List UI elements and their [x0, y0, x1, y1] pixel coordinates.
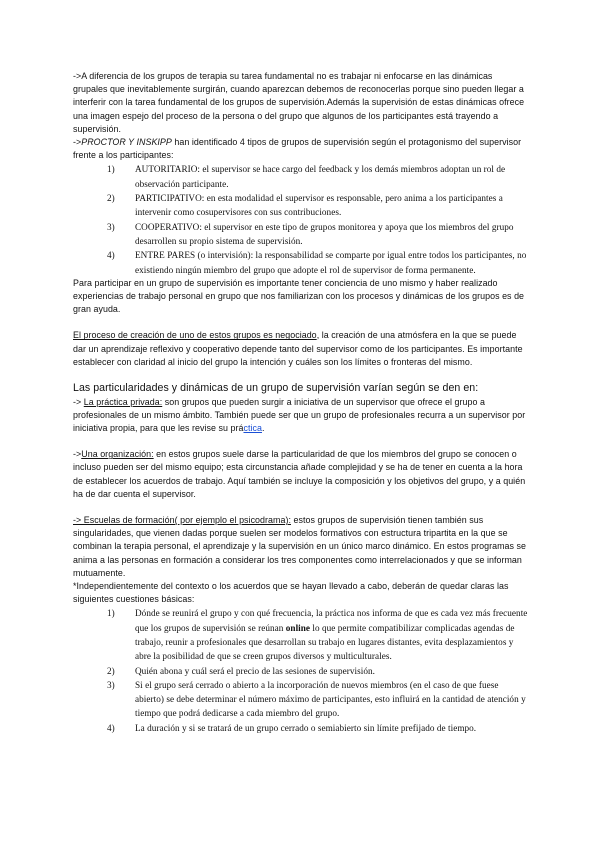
- spacer: [73, 435, 529, 448]
- list-number: 4): [107, 250, 115, 261]
- underlined-phrase: La práctica privada:: [83, 396, 163, 407]
- underlined-phrase: Una organización:: [81, 449, 154, 460]
- arrow-prefix: ->: [73, 449, 82, 460]
- document-body: [73, 70, 529, 735]
- list-item-text: La duración y si se tratará de un grupo cerrado o semiabierto sin límite prefijado de tiempo.: [135, 722, 477, 733]
- list-number: 1): [107, 164, 115, 175]
- paragraph-text: han identificado 4 tipos de grupos de supervisión según el protagonismo del supervisor frente a los participantes:: [73, 137, 522, 161]
- practice-link[interactable]: ctica: [243, 422, 262, 433]
- paragraph-organization: [73, 448, 529, 501]
- list-item-text: Si el grupo será cerrado o abierto a la incorporación de nuevos miembros (en el caso de que fuese abierto) se debe determinar el número máximo de participantes, esto influirá en la cantidad de atención y tiempo que podrá dedicarse a cada miembro del grupo.: [135, 679, 526, 719]
- arrow-prefix: ->: [73, 137, 82, 148]
- list-item-text: Quién abona y cuál será el precio de las sesiones de supervisión.: [135, 665, 376, 676]
- paragraph-proctor-inskipp: [73, 136, 529, 162]
- list-item: [73, 220, 529, 249]
- list-item: [73, 248, 529, 277]
- list-item: [73, 191, 529, 220]
- paragraph-end: .: [261, 422, 265, 433]
- spacer: [73, 369, 529, 382]
- list-item-text: Dónde se reunirá el grupo y con qué frecuencia, la práctica nos informa de que es cada vez más frecuente que los grupos de supervisión se reúnan: [135, 608, 528, 633]
- paragraph-text: son grupos que pueden surgir a iniciativa de un supervisor que ofrece el grupo a profesionales de un mismo ámbito. También puede ser que un grupo de profesionales recurra a un supervisor por iniciativa propia, para que les revise su prá: [73, 396, 526, 433]
- paragraph-text: , la creación de una atmósfera en la que se puede dar un aprendizaje reflexivo y cooperativo depende tanto del supervisor como de los participantes. Es importante establecer con claridad al inicio del grupo la intención y cuáles son los límites o fronteras del mismo.: [73, 330, 523, 367]
- paragraph-self-awareness: Para participar en un grupo de supervisión es importante tener conciencia de uno mismo y haber realizado experiencias de trabajo personal en grupo que nos familiarizan con los procesos y dinámicas de los grupos es de gran ayuda.: [73, 277, 525, 315]
- list-item: [73, 162, 529, 191]
- arrow-prefix: ->: [73, 396, 84, 407]
- underlined-phrase: El proceso de creación de uno de estos grupos es negociado: [73, 330, 317, 341]
- list-item-text: AUTORITARIO: el supervisor se hace cargo del feedback y los demás miembros adoptan un rol de observación participante.: [135, 164, 506, 189]
- list-item-text: PARTICIPATIVO: en esta modalidad el supervisor es responsable, pero anima a los participantes a intervenir como cosupervisores con sus contribuciones.: [135, 193, 503, 218]
- paragraph-basic-questions: *Independientemente del contexto o los acuerdos que se hayan llevado a cabo, deberán de quedar claras las siguientes cuestiones básicas:: [73, 580, 509, 605]
- spacer: [73, 501, 529, 514]
- spacer: [73, 316, 529, 329]
- paragraph-text: estos grupos de supervisión tienen también sus singularidades, que vienen dadas porque suelen ser modelos formativos con estructura tripartita en la que se combinan la terapia personal, el aprendizaje y la supervisión en un único marco dinámico. En estos programas se anima a las personas en formación a considerar los tres componentes como interrelacionados y que se informan mutuamente.: [73, 514, 526, 578]
- list-item: [73, 721, 529, 735]
- list-item: [73, 606, 529, 663]
- basic-questions-list: [73, 606, 529, 735]
- paragraph-therapy-difference: ->A diferencia de los grupos de terapia su tarea fundamental no es trabajar ni enfocarse en las dinámicas grupales que inevitablemente surgirán, cuando aparezcan debemos de reconocerlas porque sino pueden llegar a interferir con la tarea fundamental de los grupos de supervisión.Además la supervisión de estas dinámicas ofrece una imagen espejo del proceso de la persona o del grupo que algunos de los participantes está trayendo a supervisión.: [73, 71, 525, 134]
- list-number: 4): [107, 722, 115, 733]
- paragraph-training-schools: [73, 514, 529, 580]
- paragraph-text: en estos grupos suele darse la particularidad de que los miembros del grupo se conocen o incluso pueden ser del mismo equipo; esta circunstancia añade complejidad y se ha de tener en cuenta a la hora de establecer los acuerdos de trabajo. Aquí también se incluye la composición y los objetivos del grupo, y a quién ha de dar cuenta el supervisor.: [73, 449, 526, 499]
- paragraph-group-creation: [73, 329, 529, 369]
- list-item: [73, 678, 529, 721]
- supervision-types-list: [73, 162, 529, 276]
- authors-italic: PROCTOR Y INSKIPP: [81, 137, 172, 148]
- list-item-text: COOPERATIVO: el supervisor en este tipo de grupos monitorea y apoya que los miembros del grupo desarrollen su propio sistema de supervisión.: [135, 221, 514, 246]
- list-number: 3): [107, 221, 115, 232]
- list-number: 2): [107, 665, 115, 676]
- list-item-text: ENTRE PARES (o intervisión): la responsabilidad se comparte por igual entre todos los participantes, no existiendo ningún miembro del grupo que adopte el rol de supervisor de forma permanente.: [135, 250, 527, 275]
- list-number: 3): [107, 679, 115, 690]
- bold-word: online: [285, 622, 311, 633]
- list-number: 1): [107, 608, 115, 619]
- list-number: 2): [107, 193, 115, 204]
- underlined-phrase: -> Escuelas de formación( por ejemplo el psicodrama):: [73, 514, 291, 525]
- list-item-text-continued: lo que permite compatibilizar complicadas agendas de trabajo, reunir a profesionales que desarrollan su trabajo en lugares distantes, evita desplazamientos y abre la posibilidad de que se creen grupos diversos y multiculturales.: [135, 622, 515, 662]
- list-item: [73, 664, 529, 678]
- paragraph-private-practice: [73, 396, 529, 436]
- section-heading: Las particularidades y dinámicas de un grupo de supervisión varían según se den en:: [73, 382, 479, 395]
